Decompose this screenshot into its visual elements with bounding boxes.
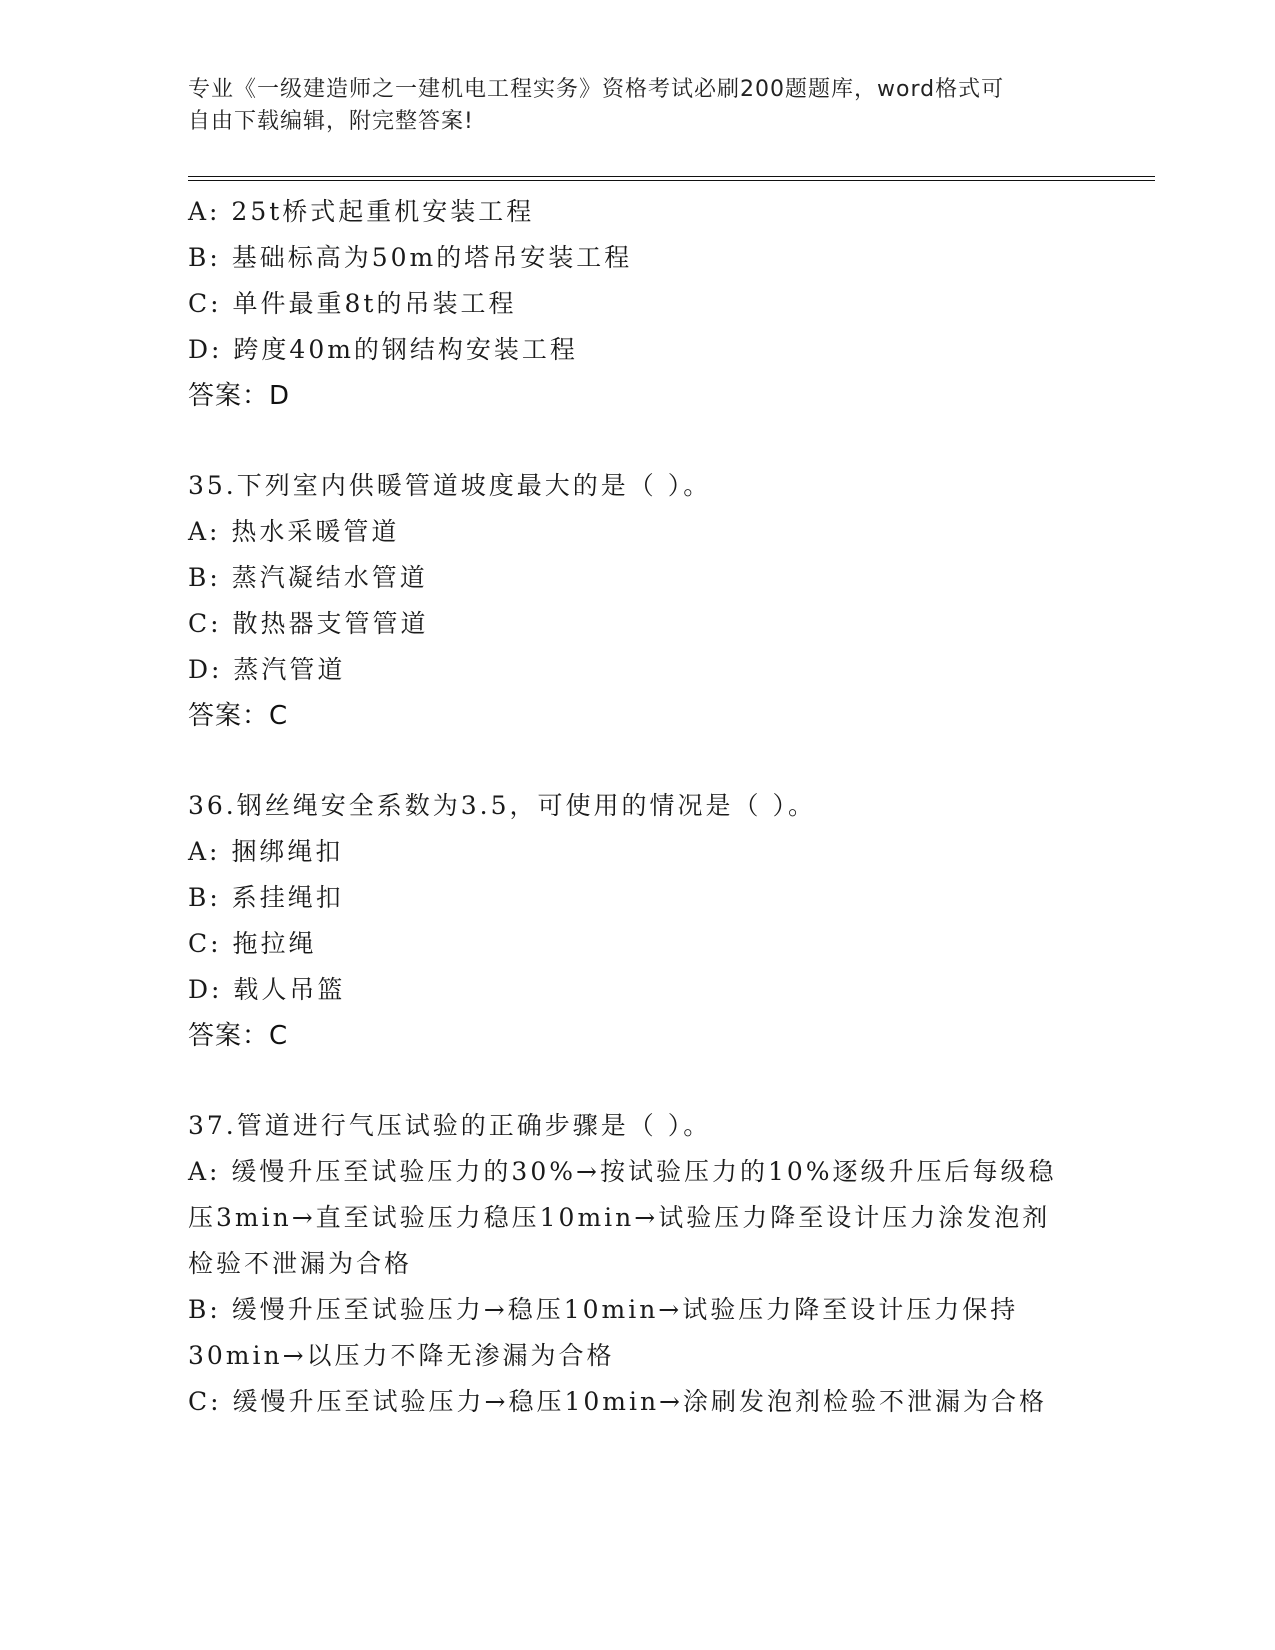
option-c: C: 拖拉绳	[188, 929, 317, 958]
option-a-line-1: A: 缓慢升压至试验压力的30%→按试验压力的10%逐级升压后每级稳	[188, 1157, 1057, 1186]
option-d: D: 跨度40m的钢结构安装工程	[188, 335, 578, 364]
option-b-line-2: 30min→以压力不降无渗漏为合格	[188, 1341, 615, 1370]
option-b: B: 系挂绳扣	[188, 883, 344, 912]
option-b: B: 基础标高为50m的塔吊安装工程	[188, 243, 633, 272]
option-c: C: 单件最重8t的吊装工程	[188, 289, 517, 318]
option-a: A: 捆绑绳扣	[188, 837, 344, 866]
header-line-2: 自由下载编辑，附完整答案!	[188, 109, 474, 134]
spacer	[188, 739, 1068, 783]
answer: 答案：D	[188, 381, 291, 411]
spacer	[188, 1059, 1068, 1103]
option-c: C: 散热器支管管道	[188, 609, 429, 638]
option-b: B: 蒸汽凝结水管道	[188, 563, 428, 592]
question-stem: 36.钢丝绳安全系数为3.5，可使用的情况是（ ）。	[188, 791, 816, 820]
option-d: D: 载人吊篮	[188, 975, 346, 1004]
option-a: A: 25t桥式起重机安装工程	[188, 197, 535, 226]
question-list	[188, 189, 1068, 1425]
document-header	[188, 74, 1068, 138]
spacer	[188, 419, 1068, 463]
question-34	[188, 189, 1068, 419]
question-36	[188, 783, 1068, 1059]
header-double-rule	[188, 176, 1155, 181]
header-line-1: 专业《一级建造师之一建机电工程实务》资格考试必刷200题题库，word格式可	[188, 77, 1005, 102]
answer: 答案：C	[188, 1021, 289, 1051]
option-c: C: 缓慢升压至试验压力→稳压10min→涂刷发泡剂检验不泄漏为合格	[188, 1387, 1048, 1416]
question-stem: 37.管道进行气压试验的正确步骤是（ ）。	[188, 1111, 712, 1140]
question-37	[188, 1103, 1068, 1425]
option-a-line-3: 检验不泄漏为合格	[188, 1249, 413, 1278]
option-d: D: 蒸汽管道	[188, 655, 346, 684]
answer: 答案：C	[188, 701, 289, 731]
option-a-line-2: 压3min→直至试验压力稳压10min→试验压力降至设计压力涂发泡剂	[188, 1203, 1051, 1232]
question-35	[188, 463, 1068, 739]
question-stem: 35.下列室内供暖管道坡度最大的是（ ）。	[188, 471, 712, 500]
option-b-line-1: B: 缓慢升压至试验压力→稳压10min→试验压力降至设计压力保持	[188, 1295, 1019, 1324]
option-a: A: 热水采暖管道	[188, 517, 400, 546]
